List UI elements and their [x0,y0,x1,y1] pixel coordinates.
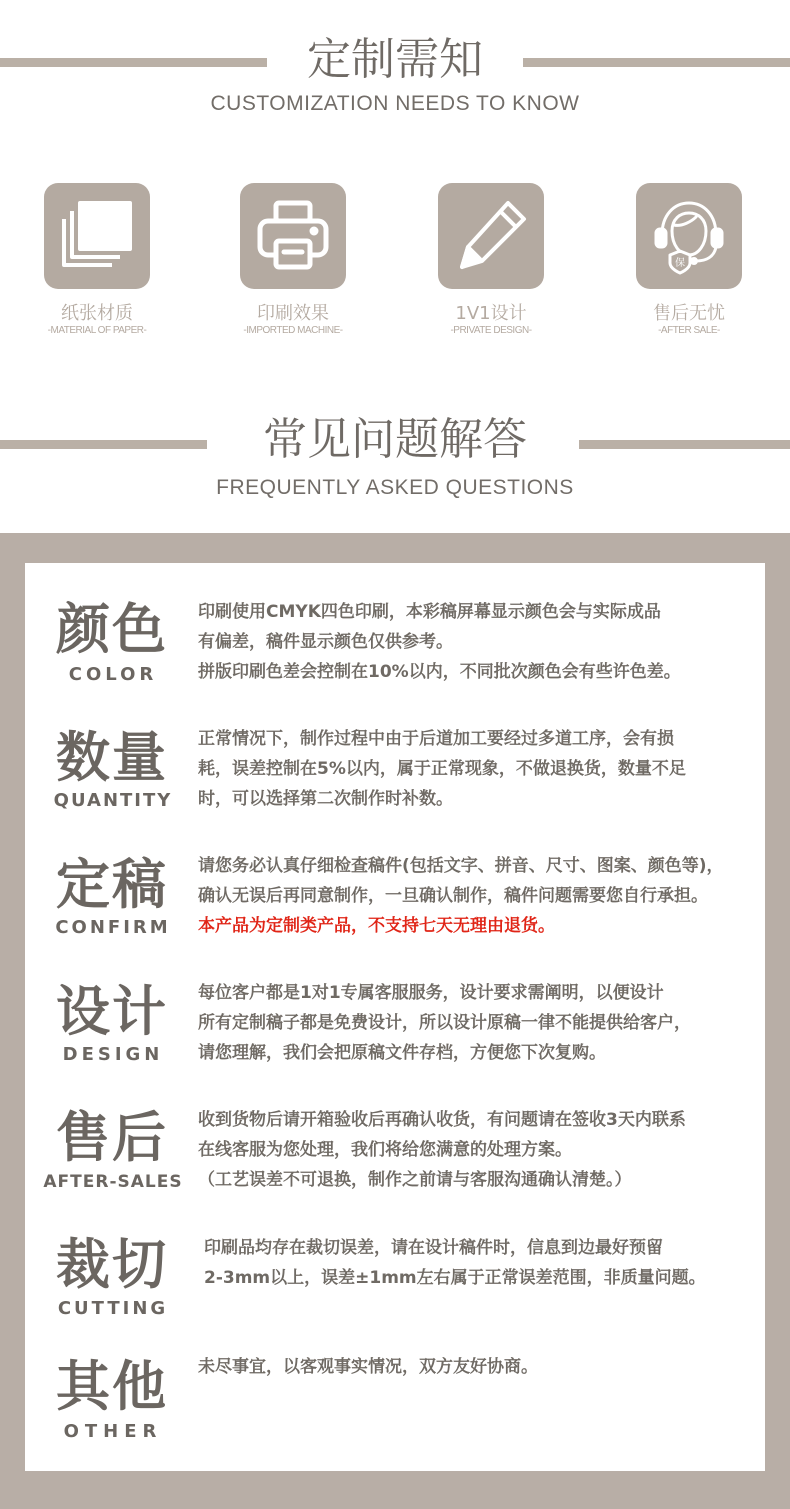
customer-service-headset-icon [636,183,742,289]
faq-item-subtitle: OTHER [63,1421,163,1442]
faq-item-title: 售后 [56,1106,168,1169]
feature-title: 1V1设计 [455,303,527,324]
faq-line: 在线客服为您处理，我们将给您满意的处理方案。 [198,1140,572,1160]
faq-line: 请您理解，我们会把原稿文件存档，方便您下次复购。 [198,1043,606,1063]
faq-title: 常见问题解答 [263,414,527,465]
faq-item-text [198,597,768,687]
faq-subtitle: FREQUENTLY ASKED QUESTIONS [216,476,574,499]
feature-title: 印刷效果 [257,303,329,324]
feature-print [213,183,373,336]
faq-line: 所有定制稿子都是免费设计，所以设计原稿一律不能提供给客户， [198,1013,691,1033]
faq-item-title: 设计 [56,980,168,1043]
feature-subtitle: -MATERIAL OF PAPER- [47,325,147,336]
feature-aftersale [609,183,769,336]
faq-item-text [204,1233,774,1293]
faq-item-title: 定稿 [56,853,168,916]
faq-line: 耗，误差控制在5%以内，属于正常现象，不做退换货，数量不足 [198,759,686,779]
faq-item-title: 其他 [56,1355,168,1418]
faq-item-text [198,851,768,941]
pencil-icon [438,183,544,289]
faq-item-title: 裁切 [56,1233,168,1296]
faq-item-subtitle: DESIGN [62,1044,164,1065]
faq-line: 每位客户都是1对1专属客服服务，设计要求需阐明，以便设计 [198,983,664,1003]
faq-line: 正常情况下，制作过程中由于后道加工要经过多道工序，会有损 [198,729,674,749]
faq-line: 收到货物后请开箱验收后再确认收货，有问题请在签收3天内联系 [198,1110,686,1130]
faq-item-subtitle: AFTER-SALES [43,1172,183,1192]
badge-text: 保 [675,258,685,269]
feature-title: 售后无忧 [653,303,725,324]
faq-line: 2-3mm以上，误差±1mm左右属于正常误差范围，非质量问题。 [204,1268,706,1288]
no-return-warning: 本产品为定制类产品，不支持七天无理由退货。 [198,916,555,936]
feature-subtitle: -PRIVATE DESIGN- [450,325,532,336]
feature-title: 纸张材质 [61,303,133,324]
faq-line: （工艺误差不可退换，制作之前请与客服沟通确认清楚。） [198,1170,632,1190]
paper-stack-icon [44,183,150,289]
feature-subtitle: -AFTER SALE- [658,325,720,336]
faq-item-text [198,978,768,1068]
feature-paper [17,183,177,336]
faq-item-title: 颜色 [56,598,168,661]
faq-line: 时，可以选择第二次制作时补数。 [198,789,453,809]
faq-line: 拼版印刷色差会控制在10%以内，不同批次颜色会有些许色差。 [198,662,681,682]
faq-line: 印刷使用CMYK四色印刷，本彩稿屏幕显示颜色会与实际成品 [198,602,661,622]
page-subtitle: CUSTOMIZATION NEEDS TO KNOW [210,92,580,115]
faq-line: 印刷品均存在裁切误差，请在设计稿件时，信息到边最好预留 [204,1238,663,1258]
page-title: 定制需知 [307,34,483,85]
faq-item-subtitle: QUANTITY [53,790,173,811]
faq-line: 确认无误后再同意制作，一旦确认制作，稿件问题需要您自行承担。 [198,886,708,906]
faq-item-subtitle: CUTTING [57,1298,169,1319]
printer-icon [240,183,346,289]
feature-design [411,183,571,336]
feature-subtitle: -IMPORTED MACHINE- [243,325,343,336]
faq-item-text [198,724,768,814]
faq-item-subtitle: CONFIRM [55,917,171,938]
faq-item-text [198,1105,768,1195]
faq-line: 请您务必认真仔细检查稿件(包括文字、拼音、尺寸、图案、颜色等)， [198,856,724,876]
faq-item-subtitle: COLOR [68,664,158,685]
faq-line: 未尽事宜，以客观事实情况，双方友好协商。 [198,1357,538,1377]
faq-item-text [198,1352,768,1382]
faq-line: 有偏差，稿件显示颜色仅供参考。 [198,632,453,652]
faq-item-title: 数量 [56,726,168,789]
